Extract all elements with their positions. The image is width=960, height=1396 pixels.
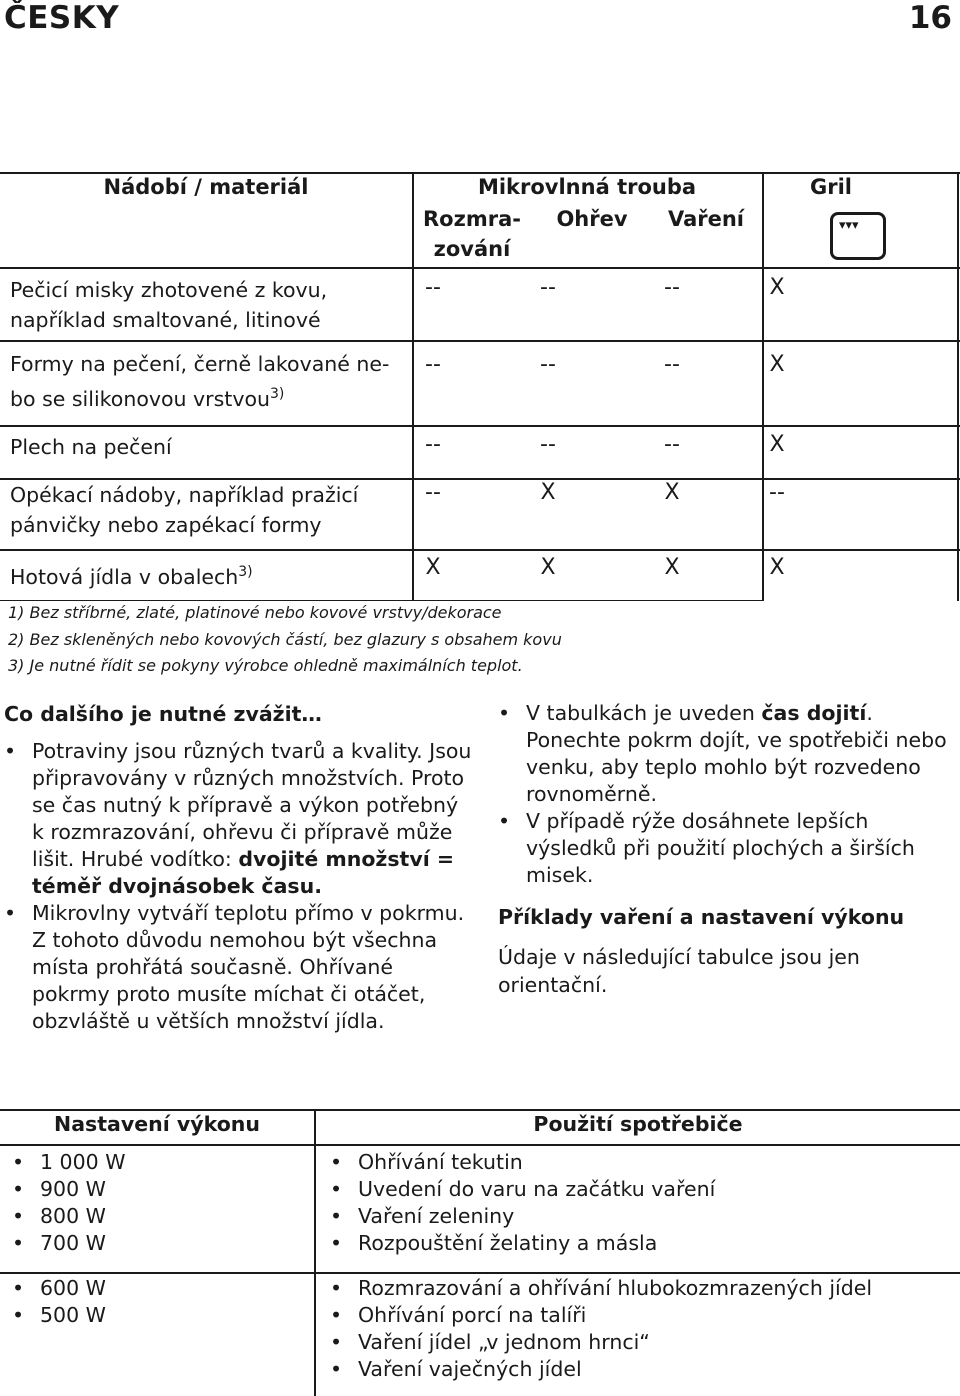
subheader-cook: Vaření — [667, 207, 745, 231]
table-row-material: Formy na pečení, černě lakované ne- bo se silikonovou vrstvou$^{3)}$ — [10, 352, 390, 411]
cell-defrost: -- — [425, 352, 441, 377]
cell-defrost: X — [425, 555, 441, 580]
list-item: • 500 W — [12, 1302, 106, 1329]
table-row-material: Plech na pečení — [10, 435, 172, 459]
power-list-2 — [12, 1275, 106, 1329]
considerations-section — [4, 700, 474, 1035]
table-row-material: Opékací nádoby, například pražicí pánvičky nebo zapékací formy — [10, 483, 359, 537]
column-header-grill: Gril — [810, 175, 852, 199]
cell-grill: X — [769, 275, 785, 300]
cell-defrost: -- — [425, 480, 441, 505]
column-header-use: Použití spotřebiče — [533, 1112, 743, 1136]
cell-cook: -- — [664, 352, 680, 377]
list-item: • 600 W — [12, 1275, 106, 1302]
cell-grill: X — [769, 555, 785, 580]
cell-heat: -- — [540, 432, 556, 457]
cell-heat: X — [540, 555, 556, 580]
cell-cook: -- — [664, 275, 680, 300]
list-item: • 1 000 W — [12, 1149, 125, 1176]
list-item: • Uvedení do varu na začátku vaření — [330, 1176, 715, 1203]
cell-heat: -- — [540, 275, 556, 300]
cell-grill: X — [769, 352, 785, 377]
power-list-1 — [12, 1149, 125, 1257]
list-item: • V případě rýže dosáhnete lepších výsledků při použití plochých a širších misek. — [498, 808, 958, 889]
list-item: • V tabulkách je uveden čas dojití. Ponechte pokrm dojít, ve spotřebiči nebo venku, aby teplo mohlo být rozvedeno rovnoměrně. — [498, 700, 958, 808]
use-list-1 — [330, 1149, 715, 1257]
cell-defrost: -- — [425, 432, 441, 457]
cell-defrost: -- — [425, 275, 441, 300]
list-item: • Rozmrazování a ohřívání hlubokozmrazených jídel — [330, 1275, 872, 1302]
cell-cook: X — [664, 555, 680, 580]
page-number: 16 — [908, 0, 952, 36]
list-item: • 800 W — [12, 1203, 125, 1230]
cell-grill: X — [769, 432, 785, 457]
cell-cook: X — [664, 480, 680, 505]
list-item: • Vaření vaječných jídel — [330, 1356, 872, 1383]
section-title: Příklady vaření a nastavení výkonu — [498, 905, 905, 929]
list-item: • 700 W — [12, 1230, 125, 1257]
subheader-defrost: Rozmra- zování — [423, 207, 521, 261]
materials-table — [0, 172, 960, 601]
section-paragraph: Údaje v následující tabulce jsou jen orientační. — [498, 945, 860, 997]
list-item: • Rozpouštění želatiny a másla — [330, 1230, 715, 1257]
cell-grill: -- — [769, 480, 785, 505]
column-header-microwave: Mikrovlnná trouba — [477, 175, 697, 199]
column-header-power: Nastavení výkonu — [54, 1112, 260, 1136]
list-item: • Potraviny jsou různých tvarů a kvality. Jsou připravovány v různých množstvích. Proto se čas nutný k přípravě a výkon potřebný k rozmrazování, ohřevu či přípravě může lišit. Hrubé vodítko: dvojité množství = téměř dvojnásobek času. — [4, 738, 474, 900]
list-item: • 900 W — [12, 1176, 125, 1203]
subheader-heat: Ohřev — [556, 207, 628, 231]
power-settings-table — [0, 1109, 960, 1396]
footnote-2: 2) Bez skleněných nebo kovových částí, bez glazury s obsahem kovu — [8, 630, 562, 649]
table-row-material: Pečicí misky zhotovené z kovu, například smaltované, litinové — [10, 278, 328, 332]
list-item: • Vaření jídel „v jednom hrnci“ — [330, 1329, 872, 1356]
list-item: • Vaření zeleniny — [330, 1203, 715, 1230]
page-language-title: ČESKY — [4, 0, 120, 36]
section-title: Co dalšího je nutné zvážit… — [4, 702, 322, 726]
cell-heat: X — [540, 480, 556, 505]
table-row-material: Hotová jídla v obalech$^{3)}$ — [10, 564, 253, 589]
use-list-2 — [330, 1275, 872, 1383]
cell-cook: -- — [664, 432, 680, 457]
column-header-material: Nádobí / materiál — [103, 175, 309, 199]
cell-heat: -- — [540, 352, 556, 377]
list-item: • Mikrovlny vytváří teplotu přímo v pokrmu. Z tohoto důvodu nemohou být všechna místa prohřátá současně. Ohřívané pokrmy proto musíte míchat či otáčet, obzvláště u větších množství jídla. — [4, 900, 474, 1035]
list-item: • Ohřívání tekutin — [330, 1149, 715, 1176]
tips-section — [498, 700, 958, 999]
list-item: • Ohřívání porcí na talíři — [330, 1302, 872, 1329]
footnote-3: 3) Je nutné řídit se pokyny výrobce ohledně maximálních teplot. — [8, 656, 523, 675]
grill-icon: ▾▾▾ — [830, 212, 886, 260]
footnote-1: 1) Bez stříbrné, zlaté, platinové nebo kovové vrstvy/dekorace — [8, 603, 502, 622]
